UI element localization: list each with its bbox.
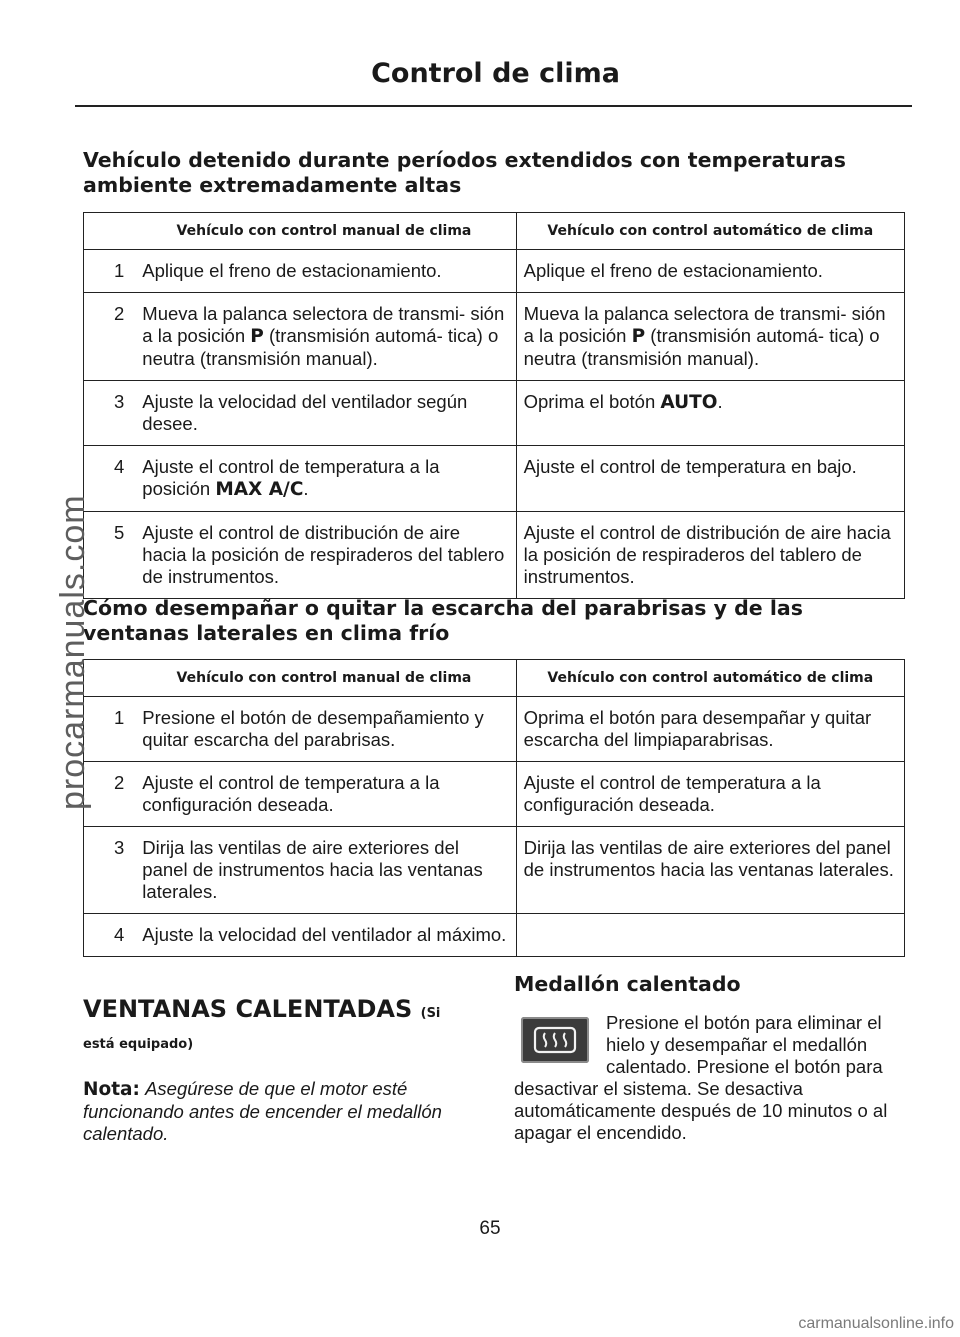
- step-number: 2: [84, 762, 133, 827]
- column-header-auto: Vehículo con control automático de clima: [516, 213, 904, 250]
- table-hot-weather: [83, 212, 905, 599]
- auto-step: [516, 914, 904, 957]
- step-text: .: [717, 391, 723, 412]
- rear-window-description: Presione el botón para eliminar el hielo y desempañar el medallón calentado. Presione el botón para desactivar el sistema. Se desactiva automáticamente después de 10 minutos o al apagar el encendido.: [514, 1012, 888, 1143]
- auto-step: [516, 381, 904, 446]
- manual-step: [132, 293, 516, 381]
- manual-step: Aplique el freno de estacionamiento.: [132, 250, 516, 293]
- step-number: 3: [84, 827, 133, 914]
- manual-step: Presione el botón de desempañamiento y quitar escarcha del parabrisas.: [132, 697, 516, 762]
- table-row: [84, 512, 905, 599]
- rear-defrost-icon: [521, 1017, 589, 1063]
- heated-windows-heading: [83, 995, 440, 1023]
- table-row: [84, 446, 905, 512]
- section-title-hot-weather: Vehículo detenido durante períodos extendidos con temperaturas ambiente extremadamente altas: [83, 148, 846, 197]
- auto-step: Ajuste el control de temperatura a la configuración deseada.: [516, 762, 904, 827]
- step-text: (transmisión automá- tica) o neutra (transmisión manual).: [142, 325, 499, 369]
- step-text: .: [303, 478, 309, 499]
- manual-step: Ajuste el control de temperatura a la configuración deseada.: [132, 762, 516, 827]
- page-header-title: Control de clima: [371, 58, 620, 89]
- note-text: Asegúrese de que el motor esté funcionando antes de encender el medallón calentado.: [83, 1078, 442, 1144]
- rear-defrost-symbol: [521, 1017, 589, 1063]
- auto-step: Ajuste el control de temperatura en bajo.: [516, 446, 904, 512]
- manual-step: Ajuste la velocidad del ventilador al máximo.: [132, 914, 516, 957]
- step-number: 1: [84, 697, 133, 762]
- step-number: 3: [84, 381, 133, 446]
- gear-position-label: P: [250, 326, 264, 347]
- table-row: [84, 250, 905, 293]
- step-number: 2: [84, 293, 133, 381]
- note-paragraph: [83, 1078, 483, 1145]
- auto-step: Ajuste el control de distribución de aire hacia la posición de respiraderos del tablero de instrumentos.: [516, 512, 904, 599]
- table-header-row: [84, 213, 905, 250]
- column-header-auto: Vehículo con control automático de clima: [516, 660, 904, 697]
- step-text: Mueva la palanca selectora de transmi- sión a la posición: [142, 303, 505, 346]
- table-row: [84, 293, 905, 381]
- setting-label: MAX A/C: [215, 479, 304, 500]
- button-label: AUTO: [660, 392, 718, 413]
- column-header-manual: Vehículo con control manual de clima: [132, 213, 516, 250]
- column-header-manual: Vehículo con control manual de clima: [132, 660, 516, 697]
- section-title-cold-weather: Cómo desempañar o quitar la escarcha del parabrisas y de las ventanas laterales en clima frío: [83, 596, 803, 645]
- note-label: Nota:: [83, 1079, 140, 1100]
- table-row: [84, 762, 905, 827]
- step-number: 1: [84, 250, 133, 293]
- table-row: [84, 697, 905, 762]
- step-text: Oprima el botón: [523, 391, 661, 412]
- equipped-note: está equipado): [83, 1037, 194, 1052]
- manual-step: Ajuste el control de distribución de aire hacia la posición de respiraderos del tablero de instrumentos.: [132, 512, 516, 599]
- step-text: (transmisión automá- tica) o neutra (transmisión manual).: [523, 325, 880, 369]
- step-number: 4: [84, 446, 133, 512]
- side-watermark: procarmanuals.com: [54, 494, 92, 810]
- column-header-number: [84, 213, 133, 250]
- table-row: [84, 381, 905, 446]
- step-text: Mueva la palanca selectora de transmi- sión a la posición: [523, 303, 886, 346]
- heading-text: VENTANAS CALENTADAS: [83, 995, 413, 1023]
- manual-step: Dirija las ventilas de aire exteriores del panel de instrumentos hacia las ventanas laterales.: [132, 827, 516, 914]
- manual-step: Ajuste la velocidad del ventilador según desee.: [132, 381, 516, 446]
- heated-rear-window-heading: Medallón calentado: [514, 972, 741, 996]
- footer-watermark: carmanualsonline.info: [798, 1315, 954, 1332]
- auto-step: Aplique el freno de estacionamiento.: [516, 250, 904, 293]
- table-row: [84, 914, 905, 957]
- step-text: Ajuste el control de temperatura a la posición: [142, 456, 440, 499]
- gear-position-label: P: [631, 326, 646, 347]
- step-number: 5: [84, 512, 133, 599]
- auto-step: Oprima el botón para desempañar y quitar escarcha del limpiaparabrisas.: [516, 697, 904, 762]
- manual-step: [132, 446, 516, 512]
- page-number: 65: [479, 1218, 501, 1239]
- table-cold-weather: [83, 659, 905, 957]
- auto-step: Dirija las ventilas de aire exteriores del panel de instrumentos hacia las ventanas laterales.: [516, 827, 904, 914]
- table-header-row: [84, 660, 905, 697]
- auto-step: [516, 293, 904, 381]
- header-divider: [75, 105, 912, 107]
- table-row: [84, 827, 905, 914]
- heading-suffix: (Si: [420, 1006, 441, 1021]
- step-number: 4: [84, 914, 133, 957]
